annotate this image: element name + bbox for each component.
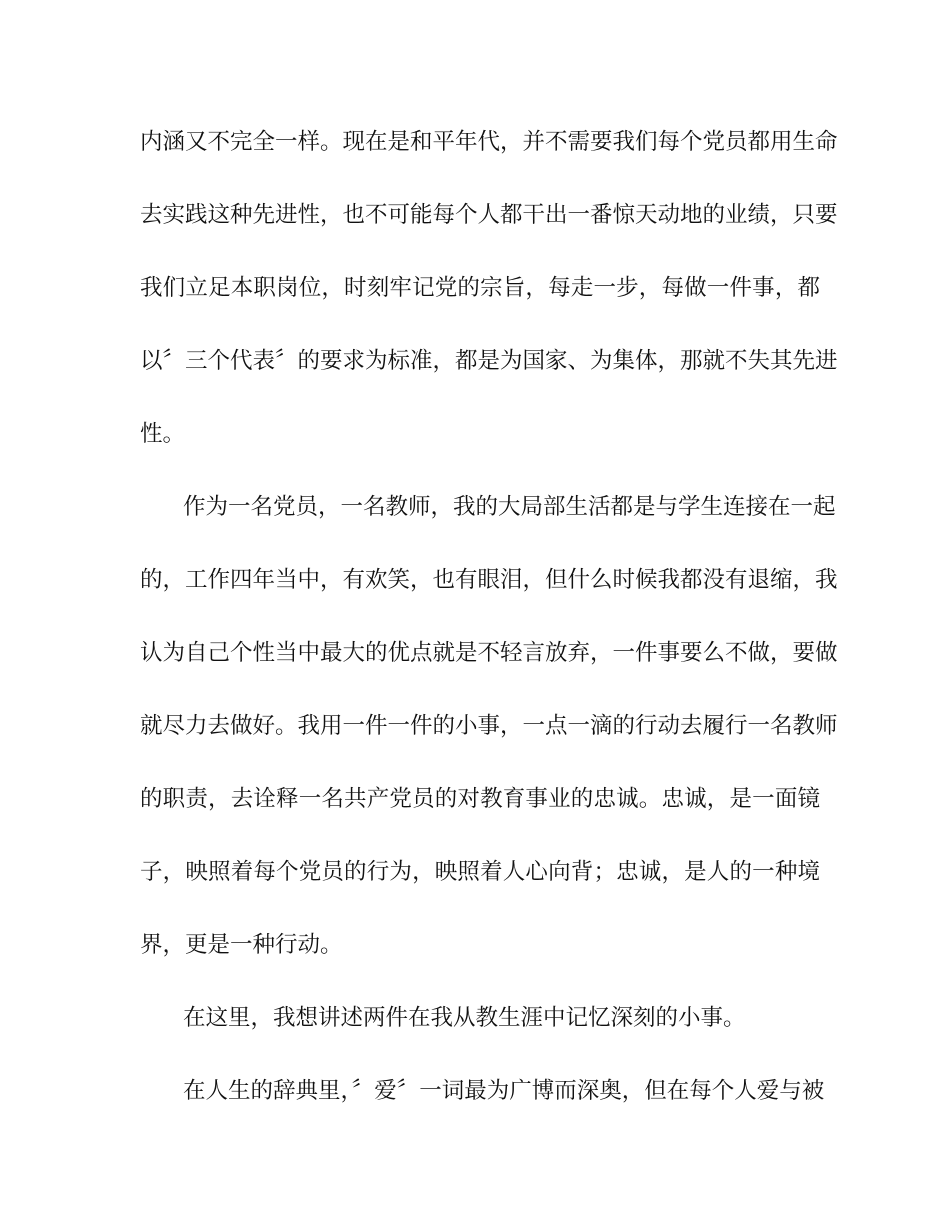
text-line: 性。 (140, 421, 186, 447)
text-line: 去实践这种先进性，也不可能每个人都干出一番惊天动地的业绩，只要 (140, 202, 838, 228)
text-line: 就尽力去做好。我用一件一件的小事，一点一滴的行动去履行一名教师 (140, 713, 838, 739)
paragraph-first-line: 在人生的辞典里，〞爱〞一词最为广博而深奥，但在每个人爱与被 (183, 1078, 825, 1104)
text-line: 以〞三个代表〞的要求为标准，都是为国家、为集体，那就不失其先进 (140, 348, 838, 374)
text-line: 的，工作四年当中，有欢笑，也有眼泪，但什么时候我都没有退缩，我 (140, 567, 838, 593)
text-line: 内涵又不完全一样。现在是和平年代，并不需要我们每个党员都用生命 (140, 129, 838, 155)
paragraph-first-line: 在这里，我想讲述两件在我从教生涯中记忆深刻的小事。 (183, 1005, 746, 1031)
text-line: 我们立足本职岗位，时刻牢记党的宗旨，每走一步，每做一件事，都 (140, 275, 820, 301)
text-line: 子，映照着每个党员的行为，映照着人心向背；忠诚，是人的一种境 (140, 859, 820, 885)
text-line: 界，更是一种行动。 (140, 932, 343, 958)
text-line: 的职责，去诠释一名共产党员的对教育事业的忠诚。忠诚，是一面镜 (140, 786, 820, 812)
text-line: 认为自己个性当中最大的优点就是不轻言放弃，一件事要么不做，要做 (140, 640, 838, 666)
paragraph-first-line: 作为一名党员，一名教师，我的大局部生活都是与学生连接在一起 (183, 494, 836, 520)
